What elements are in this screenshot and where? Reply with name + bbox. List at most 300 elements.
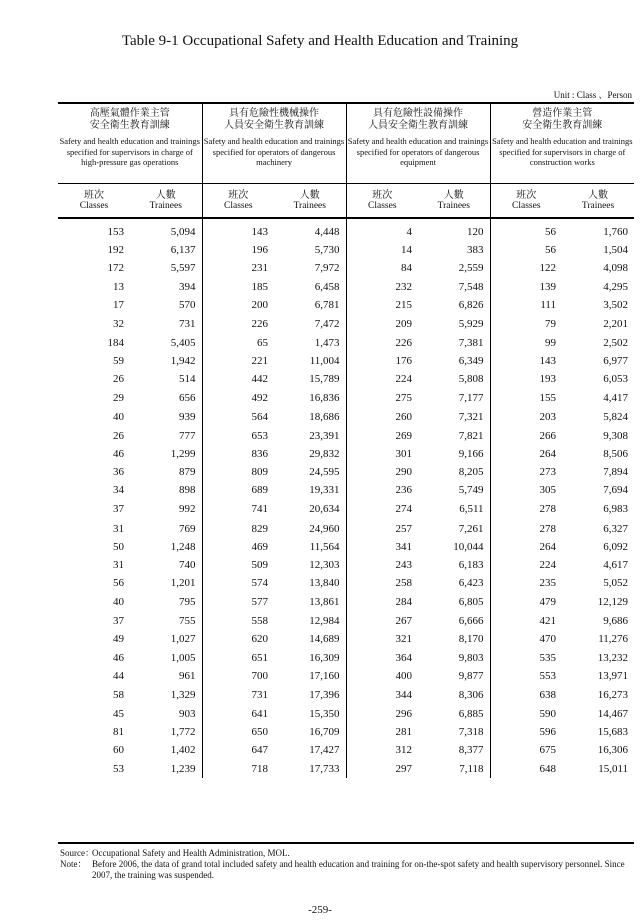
cell-classes: 648 [490,760,562,778]
cell-classes: 200 [202,296,274,314]
cell-classes: 50 [113,540,124,553]
cell-trainees: 7,548 [458,280,484,293]
cell-classes: 153 [107,226,124,239]
cell-classes: 641 [202,705,274,723]
cell-classes: 258 [346,574,418,592]
cell-classes: 558 [202,612,274,630]
cell-trainees: 1,760 [603,226,629,239]
group-en-title: Safety and health education and trainings specified for supervisors in charge of high-pressure gas operations [59,136,200,167]
cell-classes: 400 [346,667,418,685]
col-header-en: Trainees [149,200,182,211]
unit-label: Unit : Class 、Person [553,90,632,100]
group-zh-title [58,104,202,132]
cell-classes: 37 [113,503,124,516]
cell-classes: 341 [346,538,418,556]
cell-trainees: 6,183 [458,558,484,571]
group-zh-line2: 安全衛生教育訓練 [89,120,170,131]
table-row [58,630,634,648]
cell-trainees: 9,308 [603,429,629,442]
cell-trainees: 570 [179,298,196,311]
cell-classes: 4 [346,218,418,241]
cell-classes: 650 [202,723,274,741]
cell-trainees: 17,733 [309,762,340,775]
cell-trainees: 1,299 [170,447,196,460]
cell-classes: 301 [346,445,418,463]
cell-trainees: 13,232 [597,651,629,664]
group-zh-line1: 高壓氣體作業主管 [89,108,170,119]
cell-trainees: 1,473 [314,337,340,350]
table-row [58,278,634,296]
cell-trainees: 5,808 [458,373,484,386]
group-header-dangerous-machinery [202,103,346,184]
cell-trainees: 6,092 [603,540,629,553]
cell-trainees: 16,309 [309,651,340,664]
cell-trainees: 6,977 [603,355,629,368]
cell-classes: 44 [113,669,124,682]
cell-trainees: 24,595 [309,466,340,479]
table-row [58,296,634,314]
cell-classes: 226 [346,334,418,352]
cell-classes: 257 [346,519,418,537]
cell-trainees: 12,303 [309,558,340,571]
cell-classes: 26 [113,429,124,442]
sub-header-row [58,184,634,219]
cell-trainees: 7,972 [314,262,340,275]
group-zh-line2: 人員安全衛生教育訓練 [224,120,325,131]
cell-classes: 26 [113,373,124,386]
group-zh-line2: 安全衛生教育訓練 [522,120,603,131]
cell-classes: 56 [490,241,562,259]
col-header-en: Classes [224,200,253,211]
col-header-zh: 人數 [588,189,609,201]
col-header-zh: 人數 [443,189,464,201]
cell-classes: 590 [490,705,562,723]
table-row [58,218,634,241]
cell-trainees: 4,098 [603,262,629,275]
cell-trainees: 6,423 [458,577,484,590]
cell-trainees: 898 [179,484,196,497]
cell-trainees: 939 [179,410,196,423]
table-row [58,407,634,427]
cell-trainees: 514 [179,373,196,386]
cell-trainees: 6,053 [603,373,629,386]
table-row [58,760,634,778]
cell-classes: 264 [490,538,562,556]
cell-trainees: 2,201 [603,317,629,330]
cell-classes: 46 [113,651,124,664]
cell-classes: 718 [202,760,274,778]
cell-trainees: 17,160 [309,669,340,682]
cell-classes: 741 [202,499,274,519]
cell-trainees: 731 [179,317,196,330]
table-row [58,241,634,259]
group-header-high-pressure-gas [58,103,202,184]
data-table-container [58,102,634,778]
cell-classes: 264 [490,445,562,463]
cell-trainees: 20,634 [309,503,340,516]
cell-classes: 653 [202,427,274,445]
cell-trainees: 992 [179,503,196,516]
cell-classes: 278 [490,519,562,537]
training-table [58,102,634,778]
cell-trainees: 1,239 [170,762,196,775]
cell-trainees: 7,381 [458,337,484,350]
cell-classes: 638 [490,685,562,705]
cell-trainees: 4,295 [603,280,629,293]
table-row [58,723,634,741]
cell-trainees: 16,306 [597,744,629,757]
cell-trainees: 1,772 [170,726,196,739]
cell-classes: 284 [346,592,418,612]
cell-trainees: 11,004 [309,355,340,368]
cell-classes: 492 [202,389,274,407]
table-row [58,667,634,685]
cell-classes: 442 [202,370,274,388]
cell-classes: 59 [113,355,124,368]
cell-classes: 553 [490,667,562,685]
cell-classes: 56 [490,218,562,241]
cell-trainees: 961 [179,669,196,682]
cell-trainees: 5,929 [458,317,484,330]
cell-trainees: 740 [179,558,196,571]
table-row [58,592,634,612]
cell-trainees: 5,052 [603,577,629,590]
cell-classes: 193 [490,370,562,388]
source-text: Occupational Safety and Health Administration, MOL. [92,848,290,858]
col-header-classes [490,184,562,219]
cell-trainees: 9,166 [458,447,484,460]
table-row [58,427,634,445]
table-row [58,649,634,667]
cell-classes: 535 [490,649,562,667]
cell-classes: 184 [107,337,124,350]
cell-classes: 221 [202,352,274,370]
col-header-en: Classes [79,200,109,211]
cell-trainees: 5,094 [170,226,196,239]
group-zh-line1: 營造作業主管 [532,108,593,119]
cell-trainees: 120 [467,226,484,239]
cell-classes: 236 [346,481,418,499]
cell-classes: 469 [202,538,274,556]
cell-classes: 196 [202,241,274,259]
cell-trainees: 9,686 [603,615,629,628]
cell-classes: 266 [490,427,562,445]
cell-classes: 155 [490,389,562,407]
cell-classes: 278 [490,499,562,519]
cell-classes: 192 [107,244,124,257]
group-zh-line1: 具有危險性設備操作 [373,108,464,119]
cell-classes: 143 [202,218,274,241]
cell-classes: 305 [490,481,562,499]
cell-classes: 479 [490,592,562,612]
group-zh-title [491,104,635,132]
cell-trainees: 15,789 [309,373,340,386]
col-header-classes [346,184,418,219]
cell-classes: 84 [346,259,418,277]
cell-trainees: 656 [179,391,196,404]
cell-trainees: 1,942 [170,355,196,368]
cell-trainees: 8,170 [458,633,484,646]
cell-trainees: 16,709 [309,726,340,739]
cell-trainees: 7,177 [458,391,484,404]
cell-trainees: 7,321 [458,410,484,423]
cell-classes: 577 [202,592,274,612]
cell-classes: 172 [107,262,124,275]
cell-classes: 260 [346,407,418,427]
cell-trainees: 6,137 [170,244,196,257]
cell-trainees: 14,689 [309,633,340,646]
cell-trainees: 13,971 [597,669,629,682]
cell-classes: 32 [113,317,124,330]
cell-trainees: 7,118 [459,762,484,775]
cell-trainees: 5,405 [170,337,196,350]
cell-classes: 297 [346,760,418,778]
col-header-classes [58,184,130,219]
cell-trainees: 6,805 [458,596,484,609]
cell-classes: 224 [346,370,418,388]
group-header-row [58,103,634,184]
cell-trainees: 15,683 [597,726,629,739]
cell-classes: 79 [490,314,562,334]
table-row [58,705,634,723]
cell-trainees: 13,861 [309,596,340,609]
cell-trainees: 6,826 [458,298,484,311]
cell-trainees: 12,129 [597,596,629,609]
cell-classes: 281 [346,723,418,741]
cell-classes: 836 [202,445,274,463]
cell-classes: 231 [202,259,274,277]
cell-classes: 99 [490,334,562,352]
cell-classes: 226 [202,314,274,334]
cell-trainees: 6,349 [458,355,484,368]
cell-classes: 53 [113,762,124,775]
table-title: Table 9-1 Occupational Safety and Health Education and Training [121,33,519,49]
col-header-zh: 班次 [516,189,537,201]
col-header-classes [202,184,274,219]
cell-trainees: 11,564 [309,540,340,553]
col-header-trainees [562,184,634,219]
cell-trainees: 23,391 [309,429,340,442]
cell-trainees: 6,458 [314,280,340,293]
group-en-title: Safety and health education and trainings specified for operators of dangerous machinery [203,136,345,167]
table-row [58,445,634,463]
cell-trainees: 17,396 [309,688,340,701]
cell-classes: 470 [490,630,562,648]
cell-classes: 809 [202,463,274,481]
cell-trainees: 9,877 [458,669,484,682]
cell-trainees: 6,511 [459,503,484,516]
table-row [58,612,634,630]
col-header-trainees [274,184,346,219]
cell-classes: 37 [113,615,124,628]
cell-classes: 689 [202,481,274,499]
cell-classes: 65 [202,334,274,352]
cell-classes: 731 [202,685,274,705]
cell-trainees: 16,836 [309,391,340,404]
source-label: Source： [60,848,94,858]
col-header-zh: 人數 [299,189,320,201]
table-row [58,389,634,407]
table-row [58,370,634,388]
cell-trainees: 1,504 [603,244,629,257]
cell-classes: 31 [113,558,124,571]
cell-trainees: 4,417 [603,391,629,404]
table-row [58,574,634,592]
cell-classes: 596 [490,723,562,741]
cell-classes: 58 [113,688,124,701]
cell-classes: 564 [202,407,274,427]
table-row [58,538,634,556]
table-row [58,352,634,370]
cell-classes: 46 [113,447,124,460]
cell-classes: 40 [113,596,124,609]
cell-trainees: 394 [179,280,196,293]
cell-trainees: 24,960 [309,522,340,535]
source-note [60,848,630,859]
cell-trainees: 777 [179,429,196,442]
cell-classes: 14 [346,241,418,259]
cell-classes: 647 [202,741,274,759]
cell-trainees: 7,261 [458,522,484,535]
table-row [58,685,634,705]
group-en-title: Safety and health education and trainings specified for operators of dangerous equipment [347,136,489,167]
cell-trainees: 29,832 [309,447,340,460]
cell-classes: 235 [490,574,562,592]
cell-classes: 81 [113,726,124,739]
cell-classes: 111 [490,296,562,314]
cell-trainees: 769 [179,522,196,535]
cell-trainees: 7,318 [458,726,484,739]
cell-classes: 13 [113,280,124,293]
col-header-en: Classes [512,200,541,211]
cell-trainees: 6,327 [603,522,629,535]
cell-classes: 56 [113,577,124,590]
cell-classes: 176 [346,352,418,370]
page-number: -259- [308,904,332,916]
cell-classes: 651 [202,649,274,667]
table-row [58,481,634,499]
table-row [58,463,634,481]
cell-classes: 312 [346,741,418,759]
cell-trainees: 13,840 [309,577,340,590]
cell-trainees: 7,472 [314,317,340,330]
cell-trainees: 6,666 [458,615,484,628]
col-header-en: Classes [368,200,397,211]
cell-trainees: 15,350 [309,708,340,721]
col-header-zh: 班次 [372,189,393,201]
cell-classes: 267 [346,612,418,630]
col-header-en: Trainees [293,200,326,211]
cell-trainees: 903 [179,708,196,721]
cell-trainees: 383 [467,244,484,257]
cell-trainees: 2,502 [603,337,629,350]
col-header-en: Trainees [437,200,470,211]
group-zh-line2: 人員安全衛生教育訓練 [368,120,469,131]
cell-trainees: 8,306 [458,688,484,701]
cell-classes: 509 [202,556,274,574]
cell-classes: 45 [113,708,124,721]
cell-classes: 31 [113,522,124,535]
cell-trainees: 15,011 [598,762,629,775]
cell-classes: 269 [346,427,418,445]
table-bottom-rule [58,842,634,844]
group-zh-line1: 具有危險性機械操作 [229,108,320,119]
table-row [58,556,634,574]
cell-trainees: 7,694 [603,484,629,497]
cell-trainees: 14,467 [597,708,629,721]
cell-classes: 209 [346,314,418,334]
cell-trainees: 7,821 [458,429,484,442]
col-header-zh: 班次 [84,189,104,201]
cell-classes: 29 [113,391,124,404]
note-text: Before 2006, the data of grand total included safety and health education and training for on-the-spot safety and health supervisory personnel. Since 2007, the training was suspended. [92,859,625,880]
cell-classes: 40 [113,410,124,423]
cell-trainees: 795 [179,596,196,609]
cell-trainees: 10,044 [453,540,484,553]
cell-classes: 49 [113,633,124,646]
cell-trainees: 4,617 [603,558,629,571]
cell-trainees: 18,686 [309,410,340,423]
cell-trainees: 4,448 [314,226,340,239]
cell-trainees: 3,502 [603,298,629,311]
cell-trainees: 8,205 [458,466,484,479]
table-row [58,314,634,334]
cell-classes: 620 [202,630,274,648]
table-row [58,499,634,519]
col-header-en: Trainees [581,200,615,211]
col-header-trainees [418,184,490,219]
cell-classes: 364 [346,649,418,667]
cell-trainees: 19,331 [309,484,340,497]
general-note [60,859,630,881]
cell-trainees: 8,506 [603,447,629,460]
cell-classes: 296 [346,705,418,723]
cell-trainees: 9,803 [458,651,484,664]
cell-trainees: 17,427 [309,744,340,757]
cell-trainees: 2,559 [458,262,484,275]
cell-classes: 224 [490,556,562,574]
cell-trainees: 8,377 [458,744,484,757]
table-row [58,519,634,537]
cell-classes: 232 [346,278,418,296]
cell-classes: 60 [113,744,124,757]
cell-classes: 203 [490,407,562,427]
cell-classes: 143 [490,352,562,370]
cell-trainees: 5,824 [603,410,629,423]
cell-trainees: 6,885 [458,708,484,721]
cell-classes: 122 [490,259,562,277]
group-zh-title [203,104,346,132]
cell-classes: 243 [346,556,418,574]
cell-trainees: 1,402 [170,744,196,757]
cell-trainees: 1,005 [170,651,196,664]
cell-classes: 185 [202,278,274,296]
cell-trainees: 5,749 [458,484,484,497]
group-header-construction [490,103,634,184]
cell-trainees: 11,276 [598,633,629,646]
cell-trainees: 1,329 [170,688,196,701]
cell-classes: 215 [346,296,418,314]
cell-classes: 344 [346,685,418,705]
cell-trainees: 12,984 [309,615,340,628]
cell-classes: 139 [490,278,562,296]
cell-trainees: 1,027 [170,633,196,646]
cell-classes: 275 [346,389,418,407]
cell-trainees: 16,273 [597,688,629,701]
cell-classes: 321 [346,630,418,648]
cell-classes: 273 [490,463,562,481]
cell-trainees: 1,248 [170,540,196,553]
